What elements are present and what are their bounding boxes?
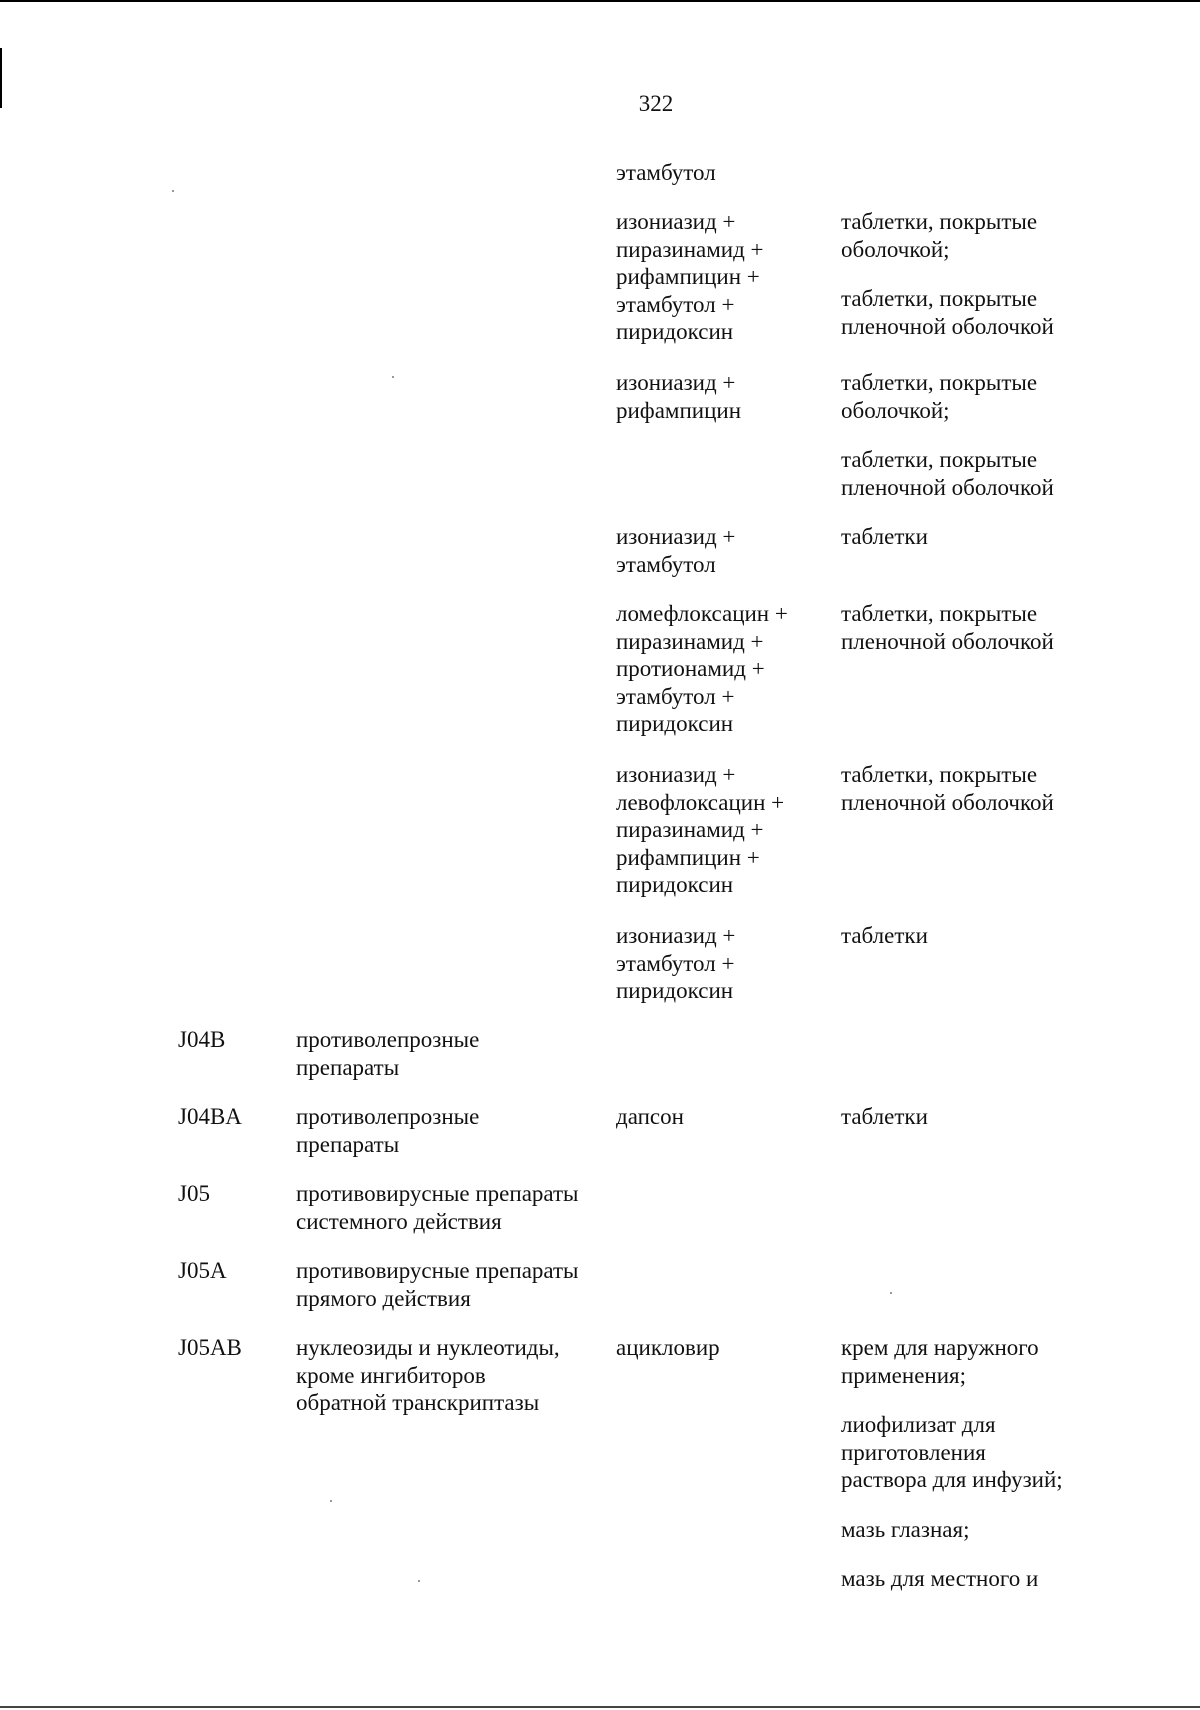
dosage-form: таблетки (841, 923, 928, 948)
substance-name: изониазид + рифампицин (616, 370, 742, 423)
scan-speck (418, 1580, 420, 1582)
atc-code: J05AB (178, 1335, 242, 1360)
scan-speck (392, 376, 394, 378)
atc-group-name: противолепрозные препараты (296, 1104, 480, 1157)
atc-group-name: нуклеозиды и нуклеотиды, кроме ингибиторов обратной транскриптазы (296, 1335, 560, 1415)
substance-name: ацикловир (616, 1335, 720, 1360)
substance-name: ломефлоксацин + пиразинамид + протионамид + этамбутол + пиридоксин (616, 601, 788, 736)
substance-name: этамбутол (616, 160, 716, 185)
atc-code: J05 (178, 1181, 210, 1206)
dosage-form: таблетки (841, 524, 928, 549)
atc-group-name: противовирусные препараты системного действия (296, 1181, 579, 1234)
dosage-form: крем для наружного применения; (841, 1335, 1039, 1388)
substance-name: дапсон (616, 1104, 684, 1129)
atc-code: J04B (178, 1027, 226, 1052)
substance-name: изониазид + пиразинамид + рифампицин + этамбутол + пиридоксин (616, 209, 764, 344)
substance-name: изониазид + левофлоксацин + пиразинамид + рифампицин + пиридоксин (616, 762, 785, 897)
substance-name: изониазид + этамбутол + пиридоксин (616, 923, 736, 1003)
dosage-form: таблетки (841, 1104, 928, 1129)
dosage-form: мазь глазная; (841, 1517, 970, 1542)
scan-speck (890, 1292, 892, 1294)
dosage-form: мазь для местного и (841, 1566, 1039, 1591)
atc-code: J05A (178, 1258, 227, 1283)
atc-group-name: противовирусные препараты прямого действия (296, 1258, 579, 1311)
substance-name: изониазид + этамбутол (616, 524, 736, 577)
dosage-form: таблетки, покрытые пленочной оболочкой (841, 286, 1054, 339)
page-top-border (0, 0, 1200, 2)
dosage-form: таблетки, покрытые пленочной оболочкой (841, 762, 1054, 815)
atc-code: J04BA (178, 1104, 242, 1129)
scan-speck (330, 1500, 332, 1502)
dosage-form: таблетки, покрытые пленочной оболочкой (841, 447, 1054, 500)
scan-speck (172, 190, 174, 192)
atc-group-name: противолепрозные препараты (296, 1027, 480, 1080)
dosage-form: таблетки, покрытые пленочной оболочкой (841, 601, 1054, 654)
dosage-form: таблетки, покрытые оболочкой; (841, 370, 1038, 423)
dosage-form: таблетки, покрытые оболочкой; (841, 209, 1038, 262)
page-number: 322 (638, 91, 674, 116)
page-bottom-border (0, 1706, 1200, 1708)
dosage-form: лиофилизат для приготовления раствора для инфузий; (841, 1412, 1063, 1492)
